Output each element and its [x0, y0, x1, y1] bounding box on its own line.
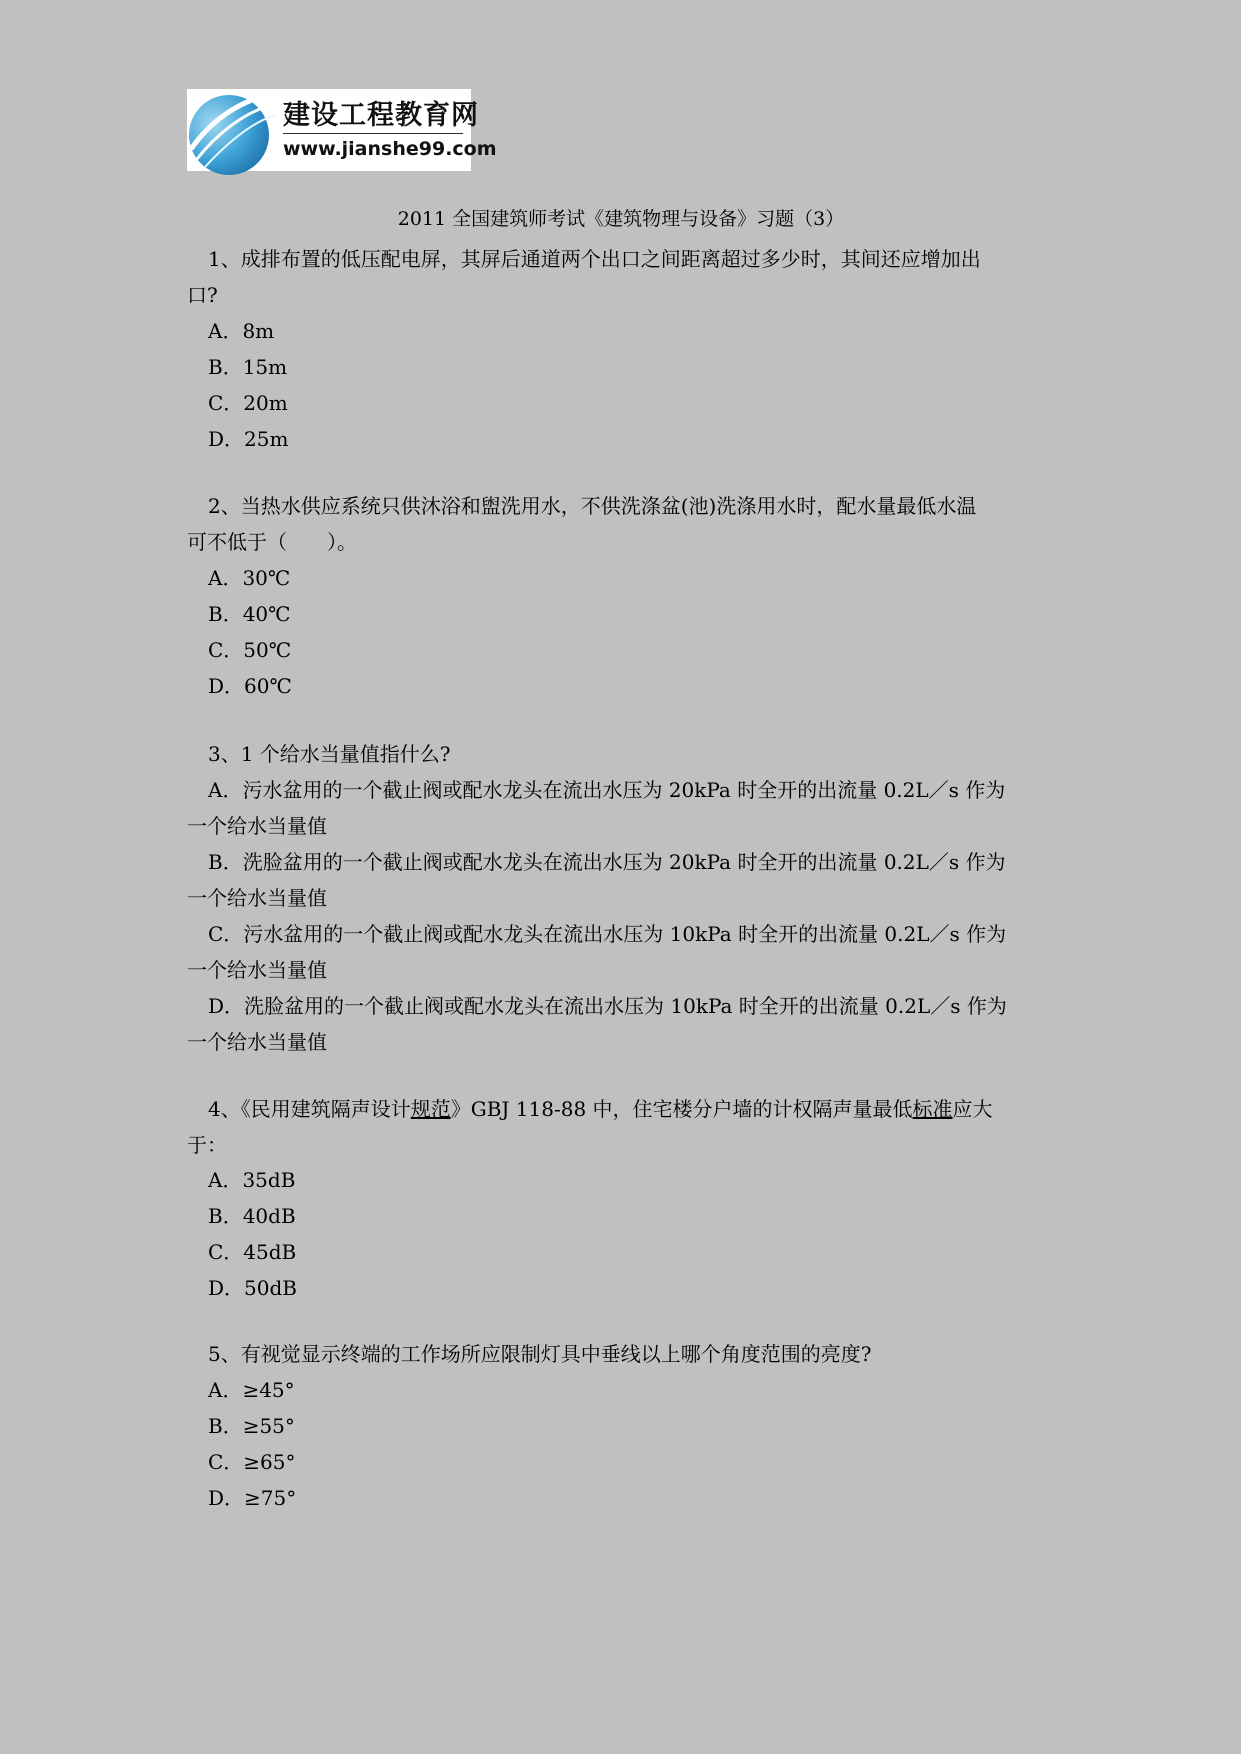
question-4-option-c: C．45dB [208, 1240, 297, 1264]
question-2-option-c: C．50℃ [208, 638, 292, 662]
question-3-option-b: B．洗脸盆用的一个截止阀或配水龙头在流出水压为 20kPa 时全开的出流量 0.2L／s 作为 [208, 850, 1006, 874]
logo-site-name: 建设工程教育网 [283, 100, 479, 131]
question-3-option-c-cont: 一个给水当量值 [187, 958, 327, 982]
question-3-option-c: C．污水盆用的一个截止阀或配水龙头在流出水压为 10kPa 时全开的出流量 0.2L／s 作为 [208, 922, 1007, 946]
question-4-option-b: B．40dB [208, 1204, 296, 1228]
question-3-option-d: D．洗脸盆用的一个截止阀或配水龙头在流出水压为 10kPa 时全开的出流量 0.2L／s 作为 [208, 994, 1007, 1018]
question-2-text-cont: 可不低于（ ）。 [187, 530, 357, 554]
question-4-text [187, 1094, 993, 1124]
question-3-option-a: A．污水盆用的一个截止阀或配水龙头在流出水压为 20kPa 时全开的出流量 0.2L／s 作为 [208, 778, 1006, 802]
logo-divider [283, 133, 463, 134]
question-1-option-c: C．20m [208, 391, 288, 415]
question-2-text: 2、当热水供应系统只供沐浴和盥洗用水，不供洗涤盆(池)洗涤用水时，配水量最低水温 [208, 494, 977, 518]
question-2-option-b: B．40℃ [208, 602, 291, 626]
question-5-option-c: C．≥65° [208, 1450, 296, 1474]
logo-globe-icon [187, 89, 279, 171]
question-4-text-part: 》GBJ 118-88 中，住宅楼分户墙的计权隔声量最低 [450, 1097, 913, 1121]
question-5-option-a: A．≥45° [208, 1378, 295, 1402]
standard-link[interactable]: 标准 [912, 1097, 953, 1121]
logo-url: www.jianshe99.com [283, 138, 497, 160]
document-title: 2011 全国建筑师考试《建筑物理与设备》习题（3） [397, 208, 845, 230]
site-logo [187, 89, 497, 171]
question-2-option-d: D．60℃ [208, 674, 292, 698]
question-3-option-d-cont: 一个给水当量值 [187, 1030, 327, 1054]
question-4-option-a: A．35dB [208, 1168, 296, 1192]
question-5-option-d: D．≥75° [208, 1486, 297, 1510]
question-3-text: 3、1 个给水当量值指什么? [208, 742, 451, 766]
question-3-option-a-cont: 一个给水当量值 [187, 814, 327, 838]
question-5-option-b: B．≥55° [208, 1414, 295, 1438]
question-1-text: 1、成排布置的低压配电屏，其屏后通道两个出口之间距离超过多少时，其间还应增加出 [208, 247, 981, 271]
question-1-option-a: A．8m [208, 319, 275, 343]
question-3-option-b-cont: 一个给水当量值 [187, 886, 327, 910]
question-1-option-d: D．25m [208, 427, 289, 451]
question-4-text-part: 应大 [952, 1097, 993, 1121]
question-5-text: 5、有视觉显示终端的工作场所应限制灯具中垂线以上哪个角度范围的亮度? [208, 1342, 872, 1366]
question-4-text-cont: 于： [187, 1133, 227, 1157]
spec-link[interactable]: 规范 [410, 1097, 451, 1121]
question-4-text-part: 4、《民用建筑隔声设计 [208, 1097, 411, 1121]
question-4-option-d: D．50dB [208, 1276, 297, 1300]
question-2-option-a: A．30℃ [208, 566, 291, 590]
question-1-text-cont: 口? [187, 283, 218, 307]
question-1-option-b: B．15m [208, 355, 288, 379]
